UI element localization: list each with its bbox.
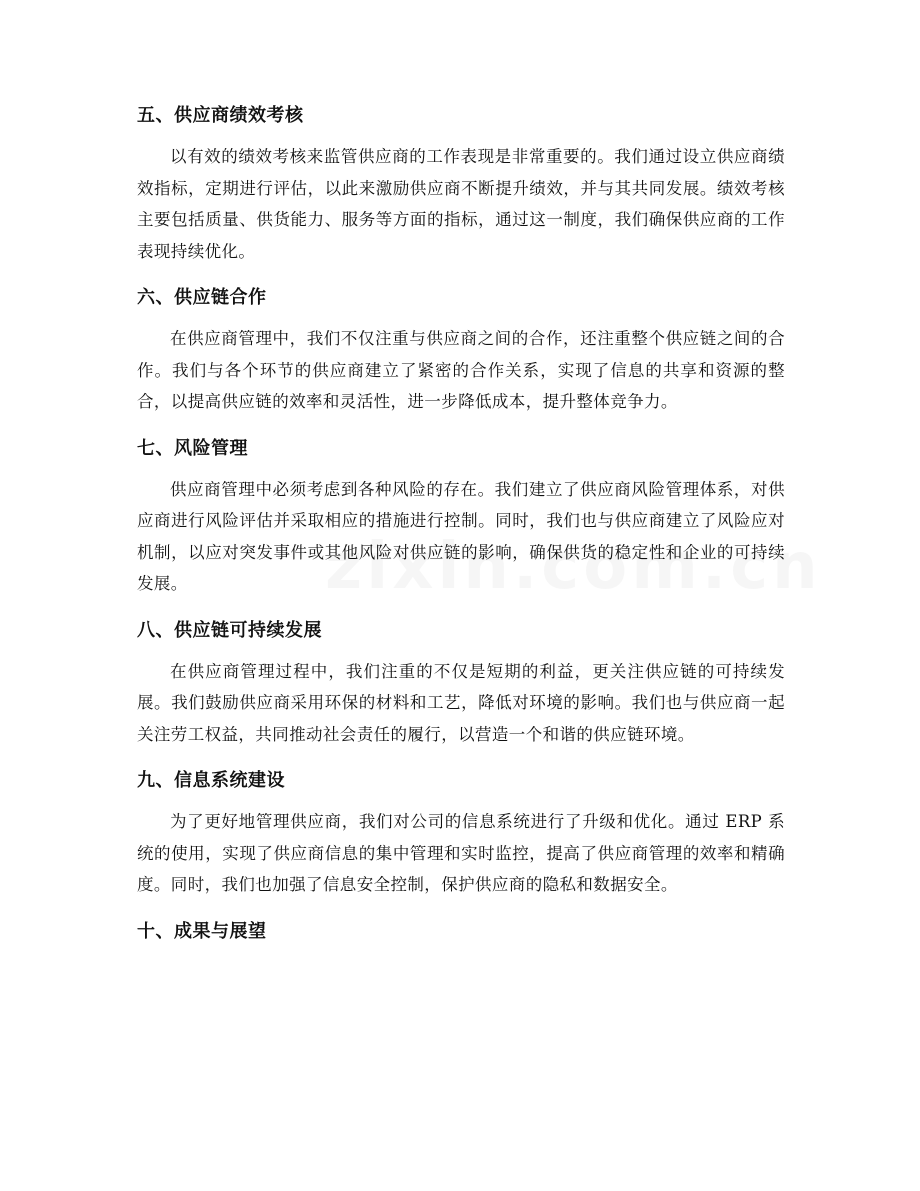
section-heading: 七、风险管理 — [137, 437, 248, 459]
section-paragraph: 在供应商管理中，我们不仅注重与供应商之间的合作，还注重整个供应链之间的合作。我们与各个环节的供应商建立了紧密的合作关系，实现了信息的共享和资源的整合，以提高供应链的效率和灵活性，进一步降低成本，提升整体竞争力。 — [137, 329, 785, 411]
section-heading: 八、供应链可持续发展 — [137, 619, 322, 641]
section-heading: 九、信息系统建设 — [137, 770, 285, 791]
section-heading: 十、成果与展望 — [137, 920, 267, 942]
section-6 — [137, 285, 785, 418]
section-8 — [137, 618, 785, 751]
section-heading: 五、供应商绩效考核 — [137, 105, 304, 126]
document-content — [137, 103, 785, 957]
section-paragraph: 为了更好地管理供应商，我们对公司的信息系统进行了升级和优化。通过 ERP 系统的使用，实现了供应商信息的集中管理和实时监控，提高了供应商管理的效率和精确度。同时，我们也加强了信息安全控制，保护供应商的隐私和数据安全。 — [137, 812, 785, 894]
section-heading: 六、供应链合作 — [137, 287, 267, 308]
section-7 — [137, 436, 785, 600]
section-9 — [137, 768, 785, 901]
section-10 — [137, 919, 785, 957]
section-5 — [137, 103, 785, 267]
section-paragraph: 供应商管理中必须考虑到各种风险的存在。我们建立了供应商风险管理体系，对供应商进行风险评估并采取相应的措施进行控制。同时，我们也与供应商建立了风险应对机制，以应对突发事件或其他风险对供应链的影响，确保供货的稳定性和企业的可持续发展。 — [137, 479, 785, 593]
section-paragraph: 在供应商管理过程中，我们注重的不仅是短期的利益，更关注供应链的可持续发展。我们鼓励供应商采用环保的材料和工艺，降低对环境的影响。我们也与供应商一起关注劳工权益，共同推动社会责任的履行，以营造一个和谐的供应链环境。 — [137, 661, 785, 744]
section-paragraph: 以有效的绩效考核来监管供应商的工作表现是非常重要的。我们通过设立供应商绩效指标，定期进行评估，以此来激励供应商不断提升绩效，并与其共同发展。绩效考核主要包括质量、供货能力、服务等方面的指标，通过这一制度，我们确保供应商的工作表现持续优化。 — [137, 147, 785, 261]
